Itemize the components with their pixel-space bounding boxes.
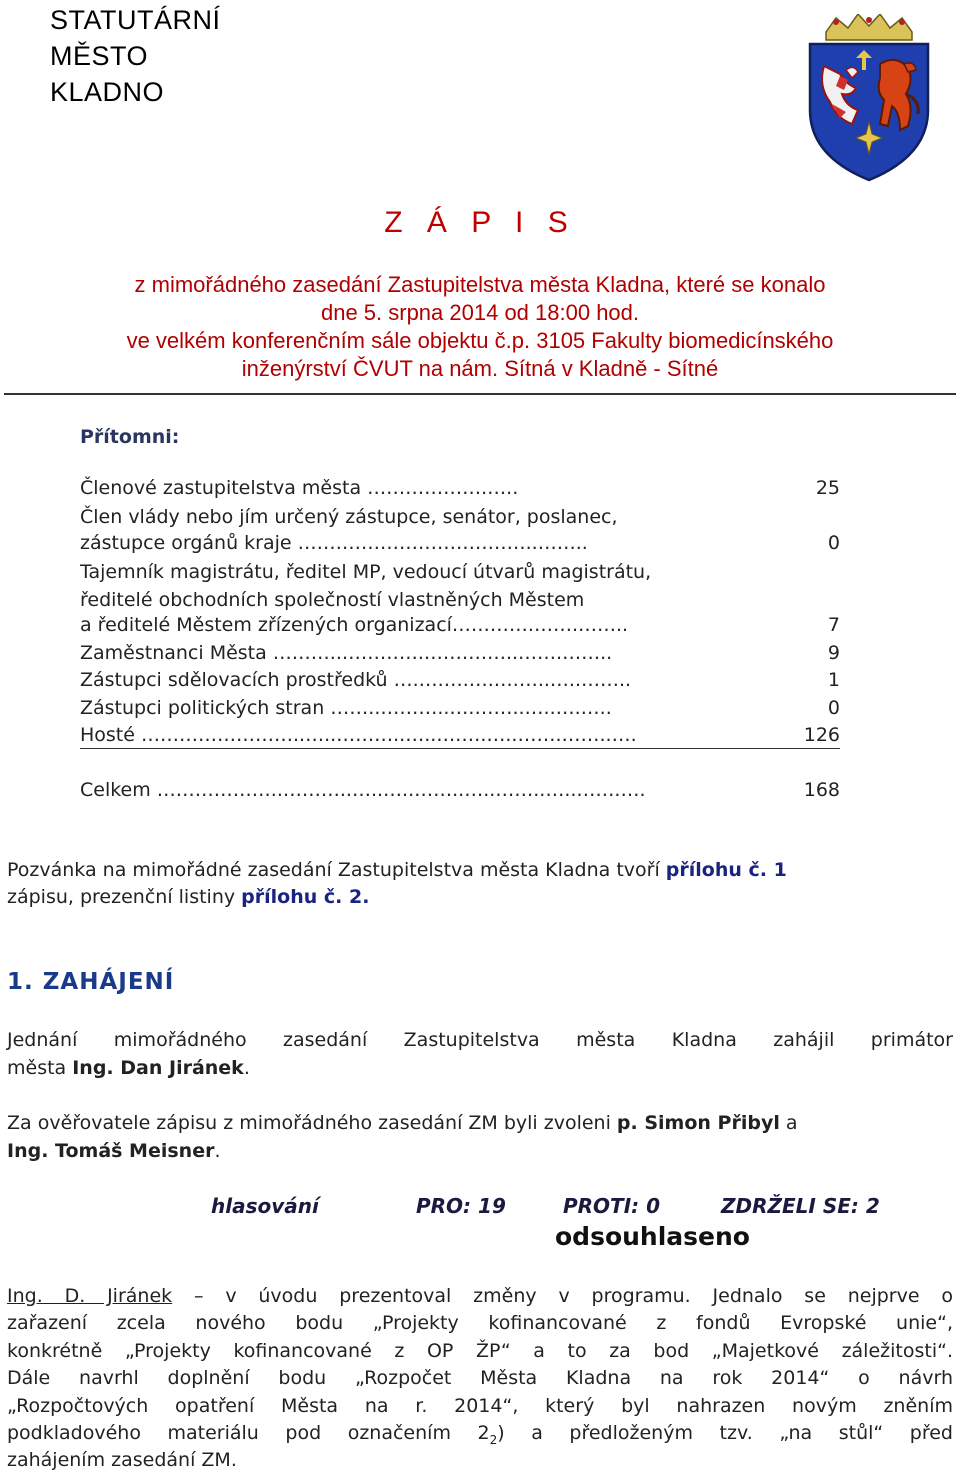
crown-icon [826,14,912,40]
attendance-label: zástupce orgánů kraje ………………………………..…….. [80,532,588,554]
attendance-row-secretary [80,614,840,641]
attendance-count: 0 [827,532,840,554]
vote-pro: PRO: 19 [416,1194,506,1218]
person-name: Ing. Tomáš Meisner [7,1140,215,1162]
body-text: „Rozpočtových opatření Města na r. 2014“, který byl nahrazen novým zněním [7,1395,953,1417]
attendance-count: 1 [827,669,840,691]
text: podkladového materiálu pod označením 2 [7,1422,490,1444]
text: – v úvodu prezentoval změny v programu. Jednalo se nejprve o [172,1285,953,1307]
meeting-info-line: inženýrství ČVUT na nám. Sítná v Kladně - Sítné [241,356,719,381]
org-line: KLADNO [50,77,165,107]
person-name: Ing. Dan Jiránek [72,1057,244,1079]
attendance-label: Zástupci politických stran ……..………..….……..…..….….. [80,697,612,719]
vote-result: odsouhlaseno [555,1222,750,1251]
body-text [7,1285,953,1307]
opening-text: Jednání mimořádného zasedání Zastupitelstva města Kladna zahájil primátor [7,1029,953,1051]
attachment-number: 1 [767,859,787,881]
body-text: zařazení zcela nového bodu „Projekty kofinancované z fondů Evropské unie“, [7,1312,953,1334]
text: města [7,1057,73,1079]
opening-text [7,1057,953,1079]
person-name: p. Simon Přibyl [616,1112,780,1134]
text: Za ověřovatele zápisu z mimořádného zasedání ZM byli zvoleni [7,1112,617,1134]
body-text: zahájením zasedání ZM. [7,1449,237,1471]
text: zápisu, prezenční listiny [7,886,242,908]
attendance-row-government [80,532,840,559]
attachment-ref: přílohu č. 2. [241,886,370,908]
vote-zdrzeli: ZDRŽELI SE: 2 [721,1194,880,1218]
vote-proti: PROTI: 0 [563,1194,661,1218]
verifiers-text [7,1140,953,1162]
attendance-count: 126 [803,724,840,746]
body-text: konkrétně „Projekty kofinancované z OP ŽP“ a to za bod „Majetkové záležitosti“. [7,1340,953,1362]
text: . [243,1057,250,1079]
text: ) a předloženým tzv. „na stůl“ před [497,1422,953,1444]
meeting-info-line: dne 5. srpna 2014 od 18:00 hod. [320,300,640,325]
verifiers-text [7,1112,953,1134]
invitation-text [7,859,953,881]
attachment-ref: přílohu č. [665,859,767,881]
text: Pozvánka na mimořádné zasedání Zastupitelstva města Kladna tvoří [7,859,666,881]
meeting-info-line: ve velkém konferenčním sále objektu č.p. 3105 Fakulty biomedicínského [126,328,834,353]
attendance-row-politicians [80,697,840,724]
attendance-count: 7 [827,614,840,636]
attendance-text: ředitelé obchodních společností vlastněných Městem [80,589,585,611]
attendance-count: 25 [815,477,840,499]
org-line: MĚSTO [50,41,149,71]
body-text [7,1422,953,1447]
body-text: Dále navrhl doplnění bodu „Rozpočet Města Kladna na rok 2014“ o návrh [7,1367,953,1389]
attendance-label: Hosté ……………………..…..………..…..….….…..…….……..…. [80,724,637,746]
attendance-text: Tajemník magistrátu, ředitel MP, vedoucí útvarů magistrátu, [80,561,652,583]
attendance-row-total [80,779,840,806]
vote-label: hlasování [211,1194,319,1218]
attendance-row-employees [80,642,840,669]
attendance-label: Zaměstnanci Města ………..………….……….…..…….…….. [80,642,613,664]
attendance-row-press [80,669,840,696]
divider [4,393,956,395]
invitation-text [7,886,953,908]
attendance-count: 9 [827,642,840,664]
organization-name [50,2,221,110]
document-title: Z Á P I S [384,206,576,239]
attendance-label: a ředitelé Městem zřízených organizací………….…….…….. [80,614,629,636]
attendance-count: 0 [827,697,840,719]
attendance-count: 168 [803,779,840,801]
speaker-name: Ing. D. Jiránek [7,1285,173,1307]
attendance-row-guests [80,724,840,749]
attendance-text: Člen vlády nebo jím určený zástupce, senátor, poslanec, [80,506,618,528]
meeting-info [0,271,960,383]
coat-of-arms-icon [796,14,942,182]
section-heading: 1. ZAHÁJENÍ [7,969,175,995]
text: a [779,1112,798,1134]
attendance-label: Celkem ………………..………..…..…..……..…..……..…..…….…. [80,779,646,801]
text: . [214,1140,221,1162]
attendance-label: Zástupci sdělovacích prostředků ….….….….….…..…..…….. [80,669,632,691]
attendance-label: Členové zastupitelstva města ……………….….. [80,477,519,499]
meeting-info-line: z mimořádného zasedání Zastupitelstva města Kladna, které se konalo [134,272,826,297]
subscript: 2 [489,1432,498,1447]
attendance-row-members [80,477,840,504]
attendance-heading: Přítomni: [80,426,180,448]
org-line: STATUTÁRNÍ [50,5,221,35]
